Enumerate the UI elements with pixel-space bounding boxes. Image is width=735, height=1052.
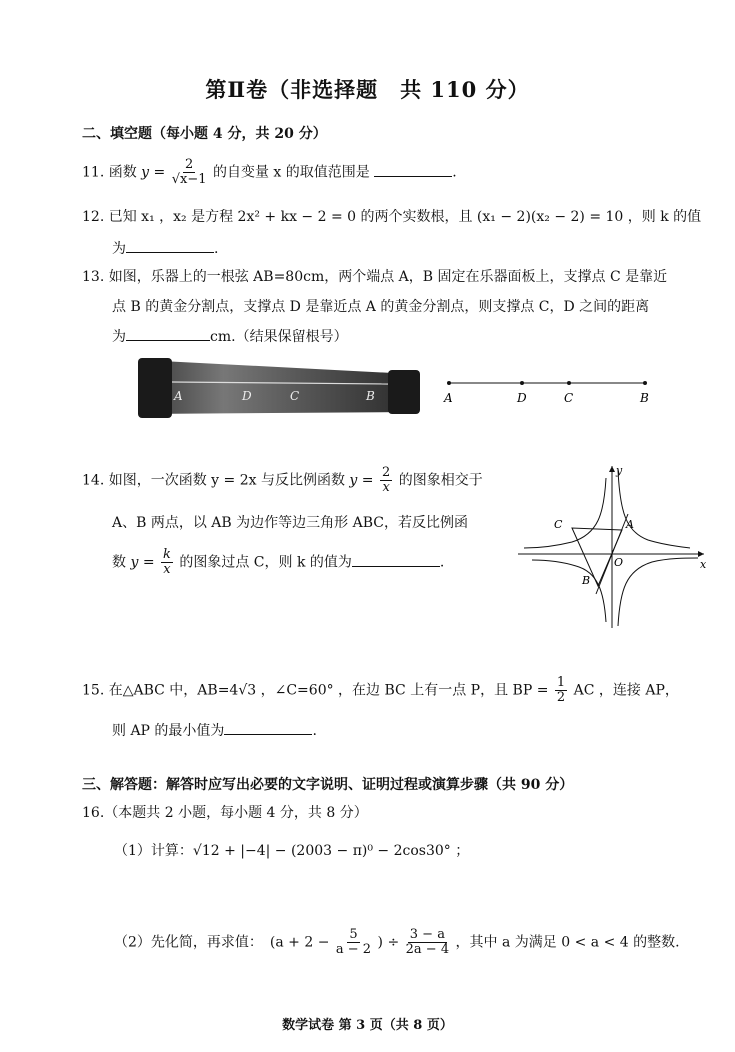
question-12 <box>82 206 701 226</box>
photo-label-b: B <box>366 389 375 403</box>
origin-label: O <box>614 556 624 569</box>
point-c-label: C <box>554 518 563 531</box>
q11-text: 函数 <box>108 164 137 181</box>
q13-number: 13. <box>82 269 105 285</box>
q14-fraction-1 <box>380 466 392 495</box>
q14-f1-denominator: x <box>382 480 390 495</box>
k2-branch-q1 <box>618 470 690 548</box>
point-a <box>447 381 451 385</box>
q11-text-after: 的自变量 x 的取值范围是 <box>212 164 370 181</box>
y-axis-arrow <box>609 466 615 472</box>
photo-label-c: C <box>290 389 300 403</box>
q16-p2-fraction-2 <box>406 928 449 957</box>
instrument-left-end <box>138 358 172 418</box>
q11-end: . <box>452 164 457 181</box>
q14-f2-numerator: k <box>163 547 171 562</box>
q15-line2-pre: 则 AP 的最小值为 <box>112 723 225 739</box>
q13-line3-post: cm.（结果保留根号） <box>210 329 348 345</box>
q14-y: y = <box>349 472 374 489</box>
q11-y: y = <box>141 164 166 181</box>
instrument-right-end <box>388 370 420 414</box>
page-title: 第Ⅱ卷（非选择题 共 110 分） <box>205 77 530 102</box>
q15-end: . <box>312 723 317 739</box>
q15-line1-pre: 在△ABC 中，AB=4√3 ，∠C=60° ，在边 BC 上有一点 P，且 BP = <box>108 682 549 699</box>
q15-fraction <box>555 676 567 705</box>
q14-f2-denominator: x <box>163 562 171 577</box>
instrument-photo <box>138 352 420 420</box>
q15-line2 <box>112 720 317 740</box>
q16-p2-mid: ) ÷ <box>377 934 400 951</box>
q15-answer-blank[interactable] <box>224 720 312 735</box>
q16-p2-fraction-1 <box>336 928 371 957</box>
q16-number: 16. <box>82 805 105 821</box>
q13-line3-pre: 为 <box>112 329 126 345</box>
q12-answer-blank[interactable] <box>126 238 214 253</box>
q13-line3 <box>112 326 348 346</box>
segment-diagram <box>440 372 660 408</box>
q16-part2 <box>114 928 680 957</box>
q14-f1-numerator: 2 <box>381 465 391 480</box>
q16-p2-f2-denominator: 2a − 4 <box>405 942 450 957</box>
q15-number: 15. <box>82 682 105 699</box>
q16-part1: （1）计算：√12 + |−4| − (2003 − π)⁰ − 2cos30° ； <box>114 843 470 859</box>
q11-fraction-denominator: √x−1 <box>171 172 207 187</box>
label-a: A <box>444 391 453 405</box>
point-b <box>643 381 647 385</box>
question-13 <box>82 266 667 286</box>
q13-line1: 如图，乐器上的一根弦 AB=80cm，两个端点 A，B 固定在乐器面板上，支撑点 C 是靠近 <box>108 269 668 285</box>
q15-line1-post: AC ，连接 AP， <box>573 682 679 699</box>
q16-p2-f2-numerator: 3 − a <box>409 927 445 942</box>
q14-line3-post: 的图象过点 C，则 k 的值为 <box>179 554 352 571</box>
q14-line3: 数 y = $\frac{k}{x}$ 的图象过点 C，则 k 的值为 . <box>112 547 445 577</box>
point-d <box>520 381 524 385</box>
q16-p2-f1-numerator: 5 <box>349 927 358 942</box>
question-11 <box>82 158 457 187</box>
q14-end: . <box>439 554 445 571</box>
x-axis-label: x <box>700 558 707 571</box>
section-solve-header: 三、解答题：解答时应写出必要的文字说明、证明过程或演算步骤（共 90 分） <box>82 777 574 793</box>
q14-line3-pre: 数 <box>112 554 126 571</box>
point-a-label: A <box>626 518 634 531</box>
photo-label-d: D <box>242 389 252 403</box>
photo-label-a: A <box>174 389 183 403</box>
q14-line1-pre: 如图，一次函数 y = 2x 与反比例函数 <box>108 472 345 489</box>
x-axis-arrow <box>698 551 704 557</box>
q12-number: 12. <box>82 209 105 225</box>
q11-number: 11. <box>82 164 105 181</box>
q14-answer-blank[interactable] <box>352 552 440 567</box>
y-axis-label: y <box>616 464 623 477</box>
q12-line1: 已知 x₁ ，x₂ 是方程 2x² + kx − 2 = 0 的两个实数根，且 (x₁ − 2)(x₂ − 2) = 10 ，则 k 的值 <box>108 209 702 225</box>
q12-end: . <box>214 241 219 257</box>
q11-fraction-numerator: 2 <box>184 157 194 172</box>
page-footer: 数学试卷 第 3 页（共 8 页） <box>282 1018 453 1033</box>
point-c <box>567 381 571 385</box>
q11-answer-blank[interactable] <box>374 162 452 177</box>
q13-line2: 点 B 的黄金分割点，支撑点 D 是靠近点 A 的黄金分割点，则支撑点 C，D 之间的距离 <box>112 299 650 315</box>
function-graph <box>514 462 714 632</box>
q13-answer-blank[interactable] <box>126 326 210 341</box>
question-16 <box>82 802 368 822</box>
q14-line1-post: 的图象相交于 <box>398 472 483 489</box>
question-15 <box>82 676 679 705</box>
q14-line2: A、B 两点，以 AB 为边作等边三角形 ABC，若反比例函 <box>112 515 468 531</box>
kc-branch-q4 <box>618 558 698 626</box>
q15-f-denominator: 2 <box>556 690 566 705</box>
instrument-body <box>142 360 414 414</box>
question-12-line2 <box>112 238 218 258</box>
question-14 <box>82 466 483 495</box>
q14-number: 14. <box>82 472 105 489</box>
q15-f-numerator: 1 <box>556 675 566 690</box>
q14-fraction-2 <box>161 548 173 577</box>
label-c: C <box>564 391 574 405</box>
point-b-label: B <box>582 574 591 587</box>
q16-intro: （本题共 2 小题，每小题 4 分，共 8 分） <box>104 805 368 821</box>
q11-fraction <box>172 158 207 187</box>
q16-p2-post: ，其中 a 为满足 0 < a < 4 的整数. <box>455 934 680 951</box>
label-b: B <box>640 391 649 405</box>
k2-branch-q3 <box>532 560 606 622</box>
label-d: D <box>517 391 527 405</box>
section-fill-blank-header: 二、填空题（每小题 4 分，共 20 分） <box>82 126 327 142</box>
q16-p2-pre: （2）先化简，再求值： (a + 2 − <box>114 934 330 951</box>
q16-p2-f1-denominator: a − 2 <box>335 942 372 957</box>
q12-line2-text: 为 <box>112 241 126 257</box>
kc-branch-q2 <box>524 478 606 548</box>
